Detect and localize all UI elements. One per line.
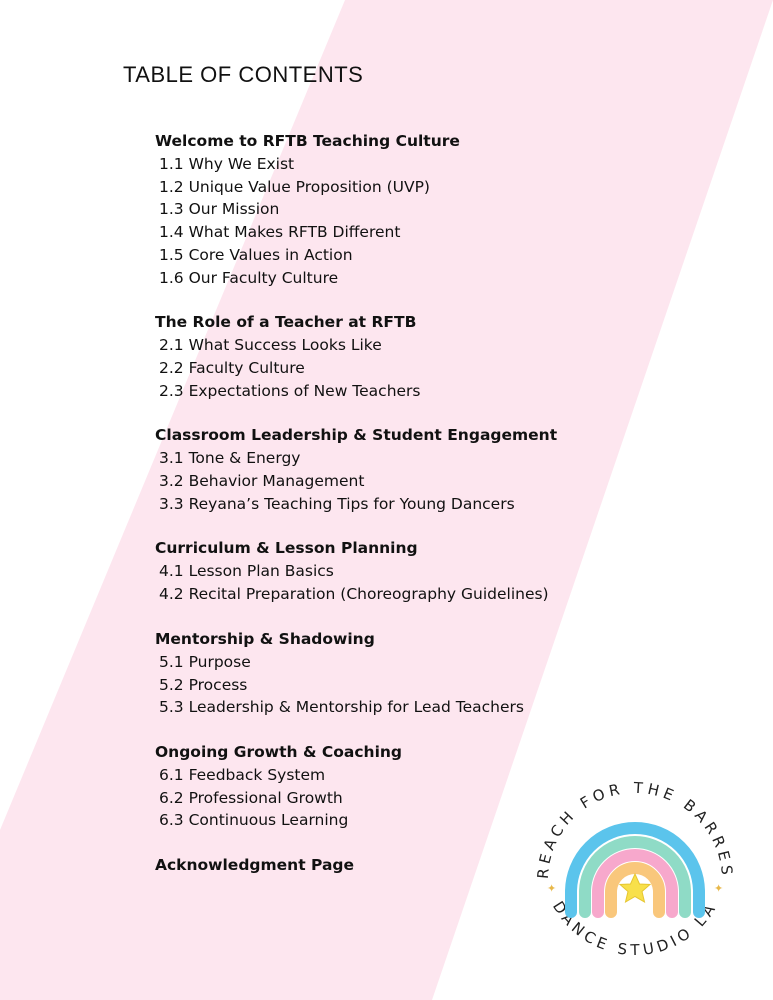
section-title: Ongoing Growth & Coaching xyxy=(155,742,403,761)
toc-item: 4.2 Recital Preparation (Choreography Guidelines) xyxy=(159,585,549,604)
toc-section xyxy=(155,311,715,402)
toc-item: 6.1 Feedback System xyxy=(159,765,326,784)
section-title: The Role of a Teacher at RFTB xyxy=(155,313,417,332)
sparkle-icon: ✦ xyxy=(547,882,557,895)
section-title: Mentorship & Shadowing xyxy=(155,629,375,648)
toc-item: 1.1 Why We Exist xyxy=(159,155,295,173)
section-title: Curriculum & Lesson Planning xyxy=(155,539,418,558)
toc-item: 1.5 Core Values in Action xyxy=(159,245,353,264)
toc-item: 1.6 Our Faculty Culture xyxy=(159,268,339,287)
toc-item: 1.4 What Makes RFTB Different xyxy=(159,223,401,242)
toc-item: 6.2 Professional Growth xyxy=(159,788,343,807)
section-title: Acknowledgment Page xyxy=(155,856,355,875)
toc-section xyxy=(155,537,715,605)
toc-item: 1.3 Our Mission xyxy=(159,200,280,219)
toc-item: 3.2 Behavior Management xyxy=(159,472,365,491)
logo-bottom-text: DANCE STUDIO LA xyxy=(549,897,721,960)
toc-item: 2.1 What Success Looks Like xyxy=(159,336,382,355)
toc-item: 5.1 Purpose xyxy=(159,652,251,671)
toc-item: 4.1 Lesson Plan Basics xyxy=(159,562,334,581)
toc-item: 2.3 Expectations of New Teachers xyxy=(159,381,421,400)
toc-item: 5.3 Leadership & Mentorship for Lead Teachers xyxy=(159,698,524,717)
toc-section xyxy=(155,628,715,719)
toc-item: 3.1 Tone & Energy xyxy=(159,449,301,468)
logo-top-text: REACH FOR THE BARRES xyxy=(533,778,737,880)
toc-section xyxy=(155,424,715,515)
studio-logo xyxy=(530,762,740,972)
rainbow-icon xyxy=(571,828,699,912)
star-icon xyxy=(620,874,650,902)
toc-item: 5.2 Process xyxy=(159,675,248,694)
sparkle-icon: ✦ xyxy=(714,882,724,895)
section-title: Welcome to RFTB Teaching Culture xyxy=(155,132,460,150)
toc-item: 2.2 Faculty Culture xyxy=(159,358,305,377)
toc-section xyxy=(155,130,715,289)
section-title: Classroom Leadership & Student Engagement xyxy=(155,426,558,445)
toc-item: 3.3 Reyana’s Teaching Tips for Young Dancers xyxy=(159,494,515,513)
toc-item: 6.3 Continuous Learning xyxy=(159,811,349,830)
page-title: TABLE OF CONTENTS xyxy=(123,62,364,87)
toc-item: 1.2 Unique Value Proposition (UVP) xyxy=(159,177,430,196)
